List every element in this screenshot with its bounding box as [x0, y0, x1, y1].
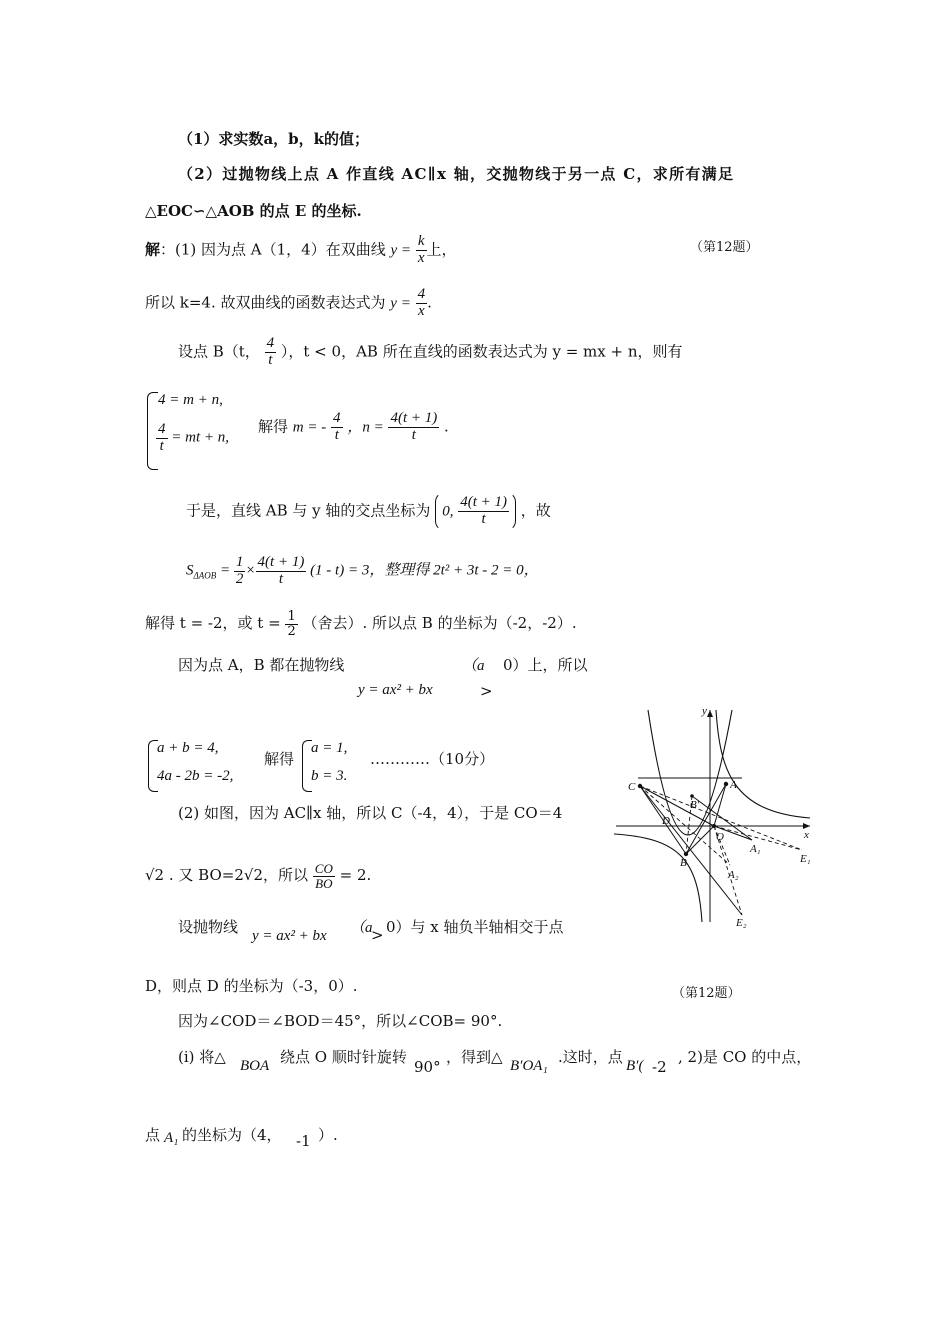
- numerator: 4: [333, 410, 341, 426]
- denominator: x: [417, 249, 425, 266]
- label-b-prime: B′: [690, 799, 700, 811]
- solution-line-12e: 0）与 x 轴负半轴相交于点: [386, 918, 564, 936]
- hyperbola-branch-right: [716, 710, 810, 818]
- solution-line-15d: 90°: [414, 1058, 441, 1076]
- text: ，n =: [347, 419, 384, 436]
- solution-line-15c: 绕点 O 顺时针旋转: [280, 1048, 407, 1066]
- text: 0,: [442, 503, 454, 520]
- solution-line-2: [145, 287, 432, 320]
- solution-line-8c: 0）上，所以: [503, 656, 588, 674]
- text: ），t < 0，AB 所在直线的函数表达式为 y = mx + n，则有: [280, 342, 683, 361]
- solution-line-11: [145, 862, 371, 890]
- solution-line-13: D，则点 D 的坐标为（-3，0）.: [145, 977, 358, 995]
- solution-line-6: [186, 555, 539, 588]
- text: ：(1) 因为点 A（1，4）在双曲线: [160, 240, 386, 259]
- fraction-four-over-t: [156, 422, 168, 455]
- solution-line-15e: ，得到△: [446, 1048, 503, 1066]
- greater-sign: >: [480, 682, 493, 700]
- denominator: t: [278, 570, 283, 587]
- fraction-point: [458, 495, 509, 528]
- solution-line-12b: y = ax² + bx: [252, 928, 327, 944]
- segment-co: [640, 786, 714, 826]
- text: ，故: [520, 501, 551, 520]
- text: (1 - t) = 3，整理得 2t² + 3t - 2 = 0，: [310, 562, 539, 579]
- figure-caption-top: （第12题）: [690, 240, 759, 255]
- solution-line-15b: BOA: [240, 1058, 270, 1074]
- label-a: A: [730, 779, 737, 791]
- numerator: k: [417, 233, 425, 249]
- numerator: 4(t + 1): [460, 494, 507, 510]
- system-1-solution: 解得 m = - $\frac{4}{t}$ ，n = $\frac{4(t + 1)}{t}$ .: [258, 410, 449, 443]
- solution-line-15g: .这时，点: [558, 1048, 623, 1066]
- solution-line-12c: （a: [350, 920, 373, 936]
- label-b: B: [680, 857, 687, 869]
- solution-line-16d: -1: [296, 1132, 311, 1150]
- question-part-2-line-1: （2）过抛物线上点 A 作直线 AC∥x 轴，交抛物线于另一点 C，求所有满足: [178, 165, 735, 183]
- solution-line-15j: , 2)是 CO 的中点，: [678, 1048, 812, 1066]
- point-coordinate: [435, 492, 516, 531]
- system-2-eq-2: 4a - 2b = -2,: [157, 768, 234, 784]
- solution-line-16b: A₁: [164, 1130, 179, 1146]
- system-2-solve: 解得: [264, 750, 295, 768]
- solution-line-12d: >: [371, 926, 384, 944]
- numerator: 1: [235, 554, 244, 570]
- denominator: x: [418, 302, 425, 319]
- point-o: [712, 824, 716, 828]
- denominator: t: [481, 510, 486, 527]
- solution-line-1: [145, 234, 457, 267]
- text: ×: [245, 562, 256, 579]
- solution-line-10: (2) 如图，因为 AC∥x 轴，所以 C（-4，4），于是 CO＝4: [178, 804, 563, 822]
- denominator: BO: [315, 875, 333, 891]
- solution-line-12a: 设抛物线: [178, 918, 239, 936]
- y-axis-arrow: [707, 710, 713, 717]
- point-a: [724, 782, 728, 786]
- system-1-eq-2: [156, 422, 229, 455]
- text: 于是，直线 AB 与 y 轴的交点坐标为: [186, 501, 431, 520]
- solution-line-15f: B′OA₁: [510, 1058, 548, 1074]
- fraction-m: [331, 411, 343, 444]
- numerator: 4(t + 1): [257, 554, 305, 570]
- denominator: t: [159, 437, 164, 454]
- text: √2 . 又 BO=2√2，所以: [145, 866, 308, 885]
- label-d: D: [662, 815, 670, 827]
- label-a2: A₂: [728, 869, 739, 881]
- label-x: x: [804, 829, 809, 841]
- result-2-b: b = 3.: [311, 768, 348, 784]
- text: S: [186, 562, 194, 579]
- denominator: t: [268, 351, 273, 368]
- label-y: y: [702, 705, 707, 717]
- text: = 2.: [339, 866, 372, 885]
- label-o: O: [716, 831, 724, 843]
- solution-line-16e: ）.: [318, 1126, 338, 1144]
- denominator: 2: [287, 623, 296, 639]
- text: =: [220, 562, 231, 579]
- fraction-co-bo: [313, 862, 335, 890]
- solution-line-8b: （a: [462, 658, 485, 674]
- point-c: [638, 784, 642, 788]
- fraction-t-half: [285, 610, 297, 638]
- text: .: [427, 293, 432, 312]
- fraction-lead: y =: [390, 242, 412, 259]
- solution-line-14: 因为∠COD＝∠BOD＝45°，所以∠COB= 90°.: [178, 1012, 503, 1030]
- fraction-area: [256, 555, 307, 588]
- solution-line-16c: 的坐标为（4，: [182, 1126, 282, 1144]
- label-e2: E₂: [736, 917, 747, 929]
- text: 解得: [258, 417, 289, 436]
- geometry-figure: [610, 700, 820, 930]
- text: m = -: [292, 419, 327, 436]
- text: 设点 B（t，: [178, 342, 260, 361]
- point-b: [684, 852, 688, 856]
- solution-line-3: [178, 336, 683, 369]
- denominator: t: [411, 426, 416, 443]
- fraction-four-over-x: [416, 287, 428, 320]
- point-b-prime: [690, 794, 694, 798]
- denominator: t: [334, 426, 339, 443]
- solution-line-15i: -2: [652, 1058, 667, 1076]
- numerator: 4(t + 1): [390, 410, 438, 426]
- system-1-eq-1: 4 = m + n,: [158, 392, 223, 408]
- numerator: 4: [158, 421, 166, 437]
- solution-line-7: [145, 610, 577, 638]
- solution-line-8a: 因为点 A，B 都在抛物线: [178, 656, 345, 674]
- fraction-four-over-t: [265, 336, 277, 369]
- numerator: CO: [314, 861, 333, 876]
- label-a1: A₁: [750, 843, 761, 855]
- solution-line-15a: (i) 将△: [178, 1048, 226, 1066]
- label-e1: E₁: [800, 853, 811, 865]
- score-note: …………（10分）: [370, 750, 495, 768]
- label-c: C: [628, 781, 636, 793]
- fraction-n: [388, 411, 439, 444]
- subscript: ΔAOB: [193, 570, 217, 581]
- parabola-equation: y = ax² + bx: [358, 682, 433, 698]
- numerator: 4: [266, 335, 275, 351]
- system-2-eq-1: a + b = 4,: [157, 740, 219, 756]
- question-part-2-line-2: △EOC∽△AOB 的点 E 的坐标.: [145, 202, 362, 220]
- fraction-k-over-x: [416, 234, 427, 267]
- numerator: 4: [417, 286, 426, 302]
- denominator: 2: [235, 570, 244, 587]
- solution-label: 解: [145, 240, 161, 259]
- numerator: 1: [287, 609, 296, 624]
- question-part-1: （1）求实数a，b，k的值；: [178, 130, 370, 148]
- text: 所以 k=4. 故双曲线的函数表达式为: [145, 293, 386, 312]
- figure-caption-bottom: （第12题）: [672, 986, 741, 1001]
- fraction-lead: y =: [390, 295, 411, 312]
- solution-line-5: [186, 492, 551, 531]
- text: = mt + n,: [171, 429, 229, 446]
- solution-line-15h: B′(: [626, 1058, 644, 1074]
- result-2-a: a = 1,: [311, 740, 348, 756]
- solution-line-16a: 点: [145, 1126, 161, 1144]
- text: （舍去）. 所以点 B 的坐标为（-2，-2）.: [302, 614, 577, 633]
- fraction-half: [234, 555, 246, 588]
- text: 解得 t = -2，或 t =: [145, 614, 281, 633]
- text: 上，: [426, 240, 457, 259]
